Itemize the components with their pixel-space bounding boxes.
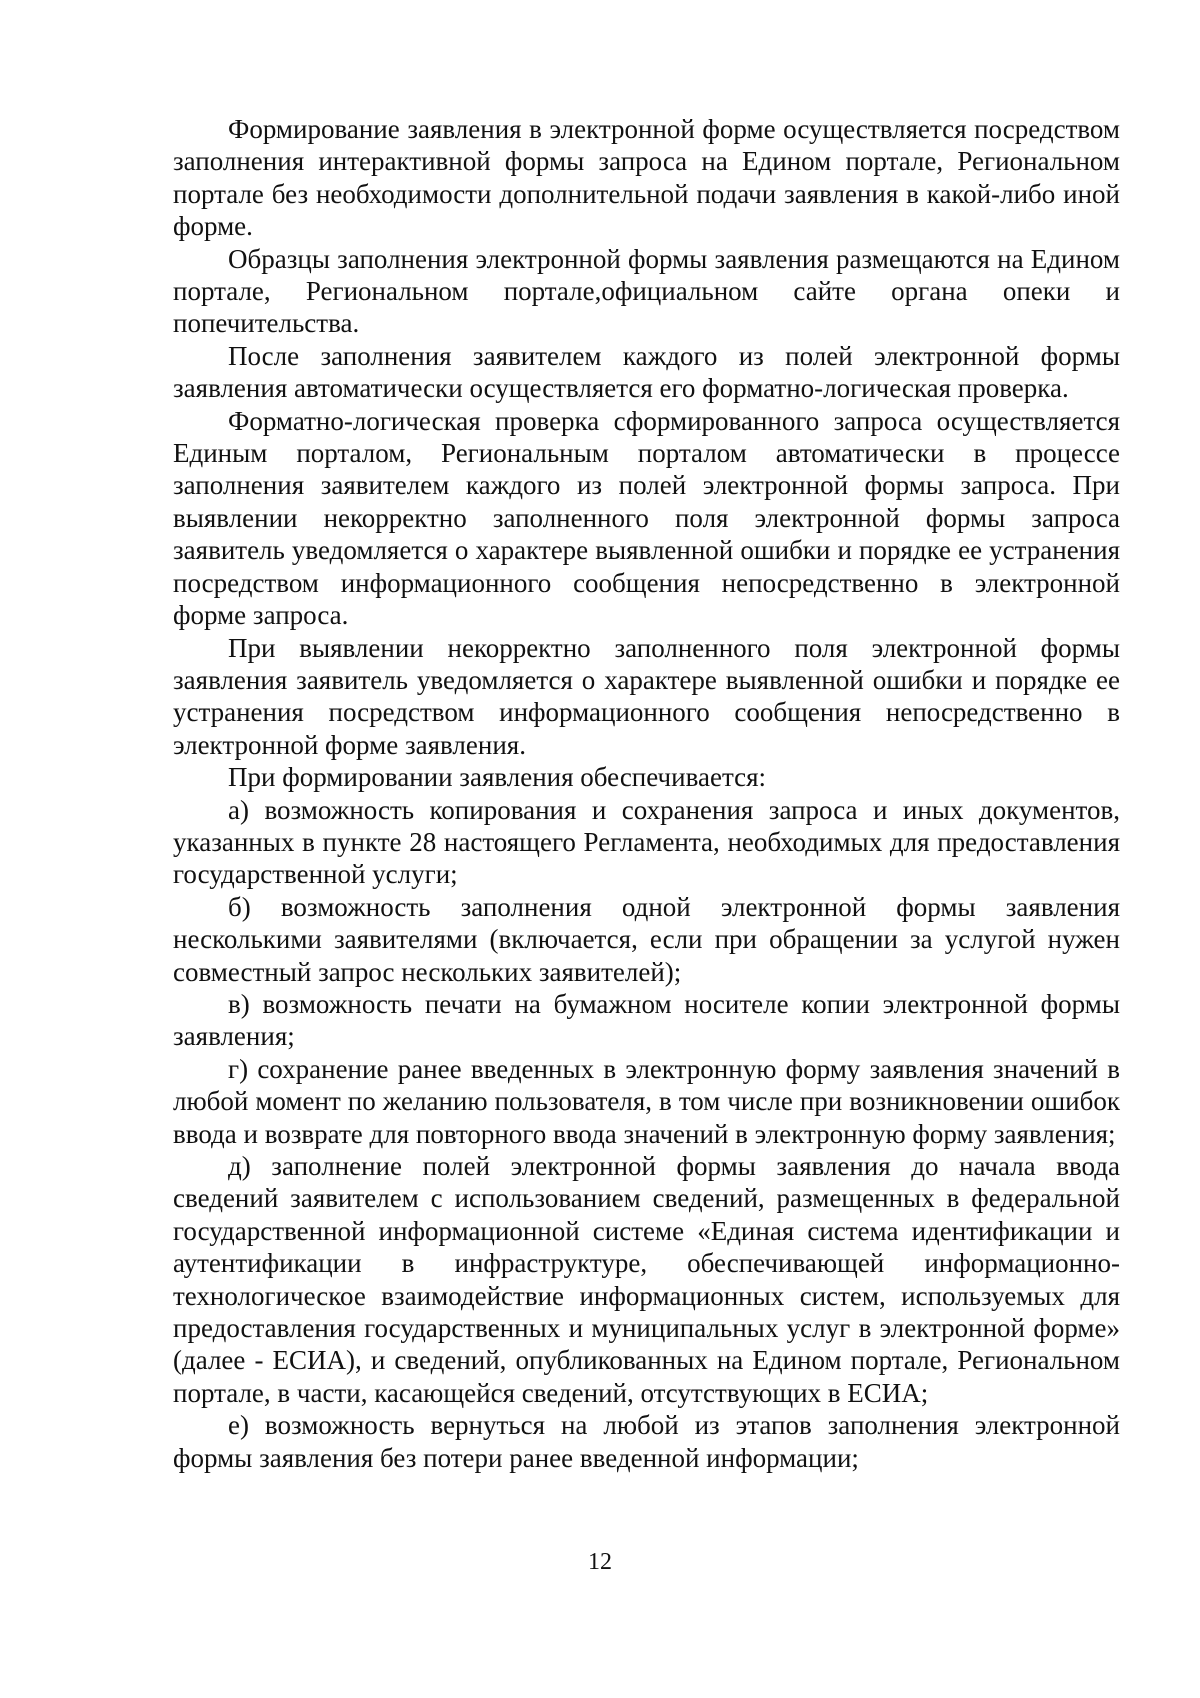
paragraph-electronic-form-creation: Формирование заявления в электронной форме осуществляется посредством заполнения интерактивной формы запроса на Едином портале, Региональном портале без необходимости дополнительной подачи заявления в какой-либо иной форме. — [173, 114, 1120, 242]
list-item-b: б) возможность заполнения одной электронной формы заявления несколькими заявителями (включается, если при обращении за услугой нужен совместный запрос нескольких заявителей); — [173, 891, 1120, 987]
paragraph-incorrect-field: При выявлении некорректно заполненного поля электронной формы заявления заявитель уведомляется о характере выявленной ошибки и порядке ее устранения посредством информационного сообщения непосредственно в электронной форме заявления. — [173, 632, 1120, 760]
paragraph-form-samples: Образцы заполнения электронной формы заявления размещаются на Едином портале, Региональном портале,официальном сайте органа опеки и попечительства. — [173, 243, 1120, 339]
page-number: 12 — [588, 1549, 612, 1575]
document-body — [173, 113, 1120, 1474]
list-item-a: а) возможность копирования и сохранения запроса и иных документов, указанных в пункте 28 настоящего Регламента, необходимых для предоставления государственной услуги; — [173, 794, 1120, 890]
paragraph-auto-check: После заполнения заявителем каждого из полей электронной формы заявления автоматически осуществляется его форматно-логическая проверка. — [173, 340, 1120, 404]
list-item-g: г) сохранение ранее введенных в электронную форму заявления значений в любой момент по желанию пользователя, в том числе при возникновении ошибок ввода и возврате для повторного ввода значений в электронную форму заявления; — [173, 1053, 1120, 1149]
paragraph-format-logic-check: Форматно-логическая проверка сформированного запроса осуществляется Единым порталом, Региональным порталом автоматически в процессе заполнения заявителем каждого из полей электронной формы запроса. При выявлении некорректно заполненного поля электронной формы запроса заявитель уведомляется о характере выявленной ошибки и порядке ее устранения посредством информационного сообщения непосредственно в электронной форме запроса. — [173, 405, 1120, 631]
list-item-e: е) возможность вернуться на любой из этапов заполнения электронной формы заявления без потери ранее введенной информации; — [173, 1410, 1120, 1473]
list-item-v: в) возможность печати на бумажном носителе копии электронной формы заявления; — [173, 988, 1120, 1052]
list-item-d: д) заполнение полей электронной формы заявления до начала ввода сведений заявителем с использованием сведений, размещенных в федеральной государственной информационной системе «Единая система идентификации и аутентификации в инфраструктуре, обеспечивающей информационно-технологическое взаимодействие информационных систем, используемых для предоставления государственных и муниципальных услуг в электронной форме» (далее - ЕСИА), и сведений, опубликованных на Едином портале, Региональном портале, в части, касающейся сведений, отсутствующих в ЕСИА; — [173, 1151, 1120, 1408]
paragraph-provisions-intro: При формировании заявления обеспечивается: — [228, 762, 766, 793]
